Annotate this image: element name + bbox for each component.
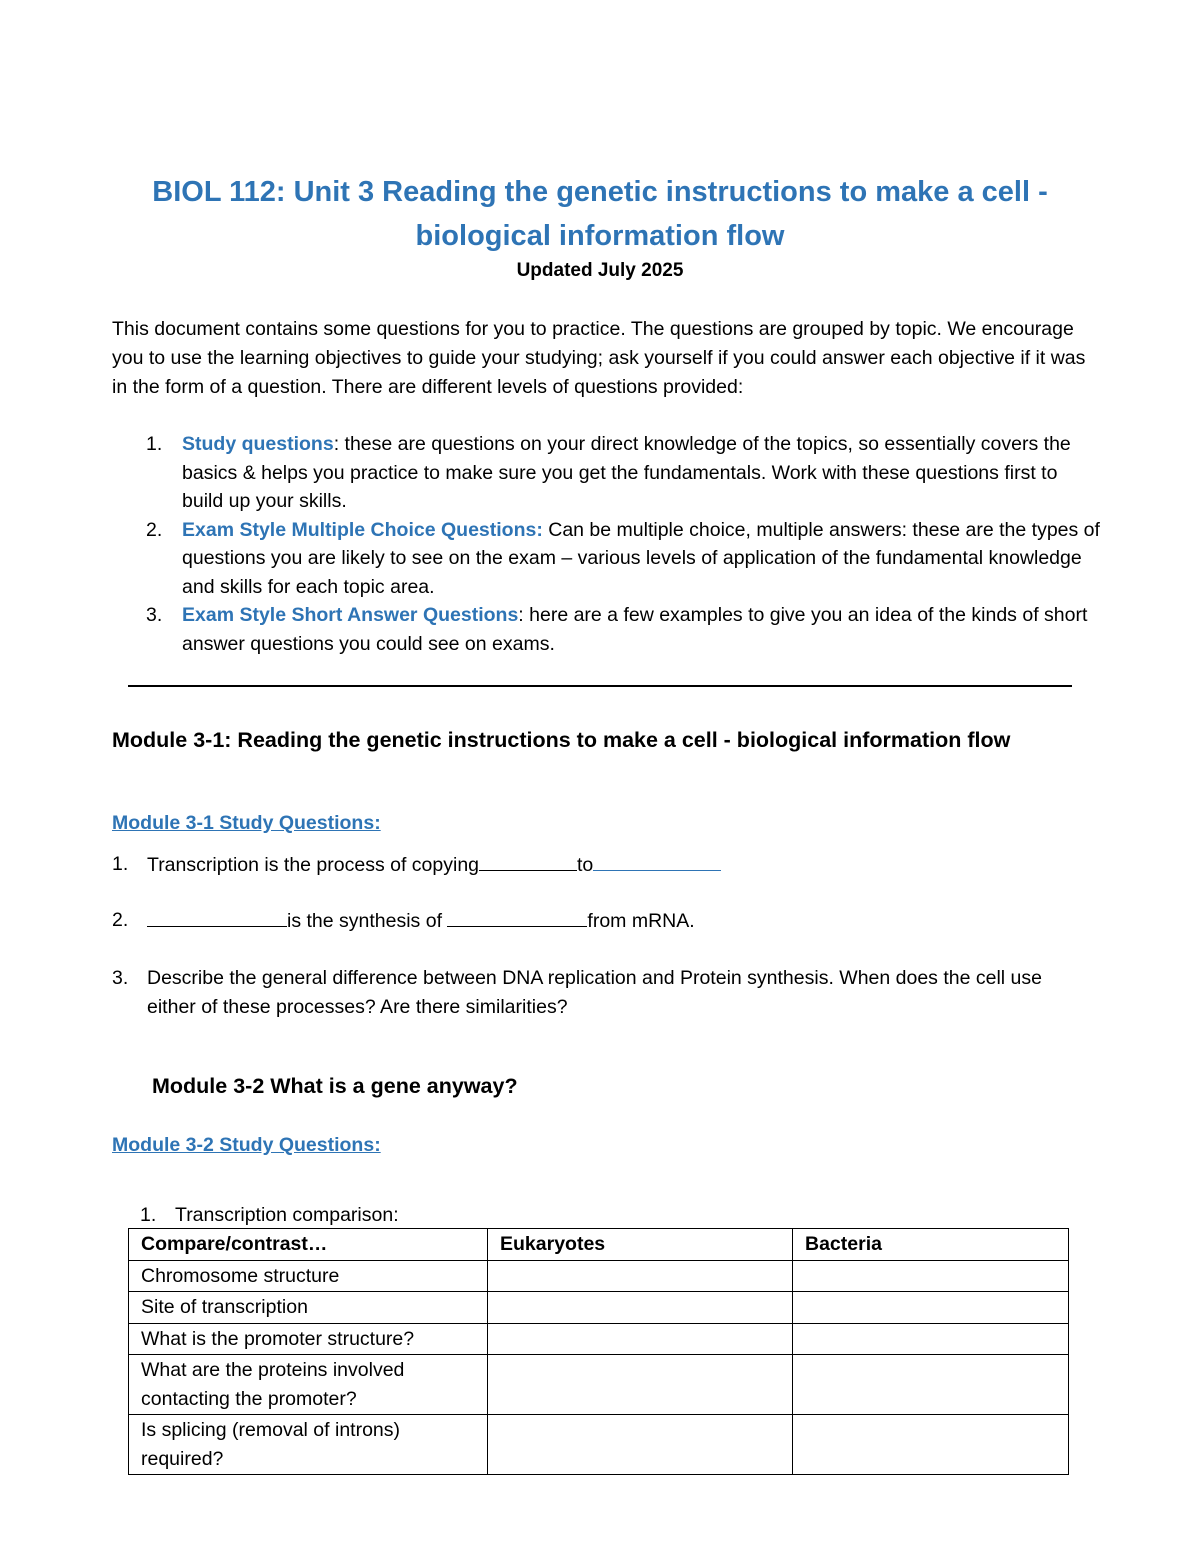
question-number: 1. xyxy=(140,1204,157,1226)
question-text: from mRNA. xyxy=(587,910,695,932)
question-number: 2. xyxy=(112,909,129,931)
table-row xyxy=(129,1415,1069,1475)
table-row-label: Site of transcription xyxy=(129,1292,488,1324)
title-line-2: biological information flow xyxy=(415,220,785,252)
answer-cell[interactable] xyxy=(488,1355,793,1415)
level-label: Exam Style Multiple Choice Questions: xyxy=(182,518,543,541)
list-number: 2. xyxy=(146,518,163,541)
question-number: 3. xyxy=(112,967,129,989)
table-row-label: Is splicing (removal of introns) required? xyxy=(129,1415,488,1475)
answer-cell[interactable] xyxy=(793,1292,1069,1324)
answer-cell[interactable] xyxy=(793,1323,1069,1355)
answer-cell[interactable] xyxy=(488,1415,793,1475)
list-number: 3. xyxy=(146,604,163,626)
title-line-1: BIOL 112: Unit 3 Reading the genetic instructions to make a cell - xyxy=(152,176,1048,208)
table-row xyxy=(129,1323,1069,1355)
level-text: : these are questions on your direct knowledge of the topics, so essentially covers the basics & helps you practice to make sure you get the fundamentals. Work with these questions first to build up your skills. xyxy=(182,433,1071,512)
table-row xyxy=(129,1260,1069,1292)
module-3-1-study-questions-link[interactable]: Module 3-1 Study Questions: xyxy=(112,812,381,834)
answer-cell[interactable] xyxy=(488,1292,793,1324)
list-item xyxy=(112,601,1102,658)
table-row-label: What is the promoter structure? xyxy=(129,1323,488,1355)
module-3-2-study-questions-link[interactable]: Module 3-2 Study Questions: xyxy=(112,1134,381,1156)
answer-cell[interactable] xyxy=(793,1260,1069,1292)
level-label: Study questions xyxy=(182,433,334,455)
question-item xyxy=(112,850,1092,880)
question-levels-list xyxy=(112,430,1102,658)
table-row-label: Chromosome structure xyxy=(129,1260,488,1292)
document-title xyxy=(100,170,1100,258)
transcription-comparison-table xyxy=(128,1228,1069,1475)
module-3-1-heading: Module 3-1: Reading the genetic instructions to make a cell - biological information flow xyxy=(112,728,1011,752)
module-3-2-heading: Module 3-2 What is a gene anyway? xyxy=(152,1074,518,1098)
question-number: 1. xyxy=(112,853,129,875)
answer-blank[interactable] xyxy=(593,850,721,871)
updated-date: Updated July 2025 xyxy=(516,260,684,281)
answer-blank[interactable] xyxy=(479,850,577,871)
intro-paragraph: This document contains some questions for you to practice. The questions are grouped by topic. We encourage you to use the learning objectives to guide your studying; ask yourself if you could answer each objective if it was in the form of a question. There are different levels of questions provided: xyxy=(112,318,1086,398)
answer-cell[interactable] xyxy=(793,1355,1069,1415)
question-text: Describe the general difference between DNA replication and Protein synthesis. When does the cell use either of these processes? Are there similarities? xyxy=(147,967,1042,1018)
question-text: to xyxy=(577,854,594,876)
table-row xyxy=(129,1355,1069,1415)
question-item xyxy=(140,1201,1120,1230)
list-number: 1. xyxy=(146,433,163,455)
answer-cell[interactable] xyxy=(488,1323,793,1355)
level-text: Can be multiple choice, multiple answers: these are the types of questions you are likely to see on the exam – various levels of application of the fundamental knowledge and skills for each topic area. xyxy=(182,518,1100,598)
list-item xyxy=(112,516,1102,602)
table-header-cell: Eukaryotes xyxy=(488,1229,793,1261)
table-row xyxy=(129,1292,1069,1324)
answer-blank[interactable] xyxy=(447,906,587,927)
question-item xyxy=(112,964,1092,1021)
question-text: is the synthesis of xyxy=(287,910,448,932)
section-divider xyxy=(128,685,1072,687)
answer-cell[interactable] xyxy=(793,1415,1069,1475)
answer-blank[interactable] xyxy=(147,906,287,927)
question-text: Transcription is the process of copying xyxy=(147,854,480,876)
table-row-label: What are the proteins involved contacting the promoter? xyxy=(129,1355,488,1415)
question-text: Transcription comparison: xyxy=(175,1204,399,1226)
table-header-cell: Compare/contrast… xyxy=(129,1229,488,1261)
level-label: Exam Style Short Answer Questions xyxy=(182,604,519,626)
level-text: : here are a few examples to give you an idea of the kinds of short answer questions you could see on exams. xyxy=(182,604,1088,655)
answer-cell[interactable] xyxy=(488,1260,793,1292)
question-item xyxy=(112,906,1092,936)
table-header-cell: Bacteria xyxy=(793,1229,1069,1261)
table-header-row xyxy=(129,1229,1069,1261)
list-item xyxy=(112,430,1102,516)
